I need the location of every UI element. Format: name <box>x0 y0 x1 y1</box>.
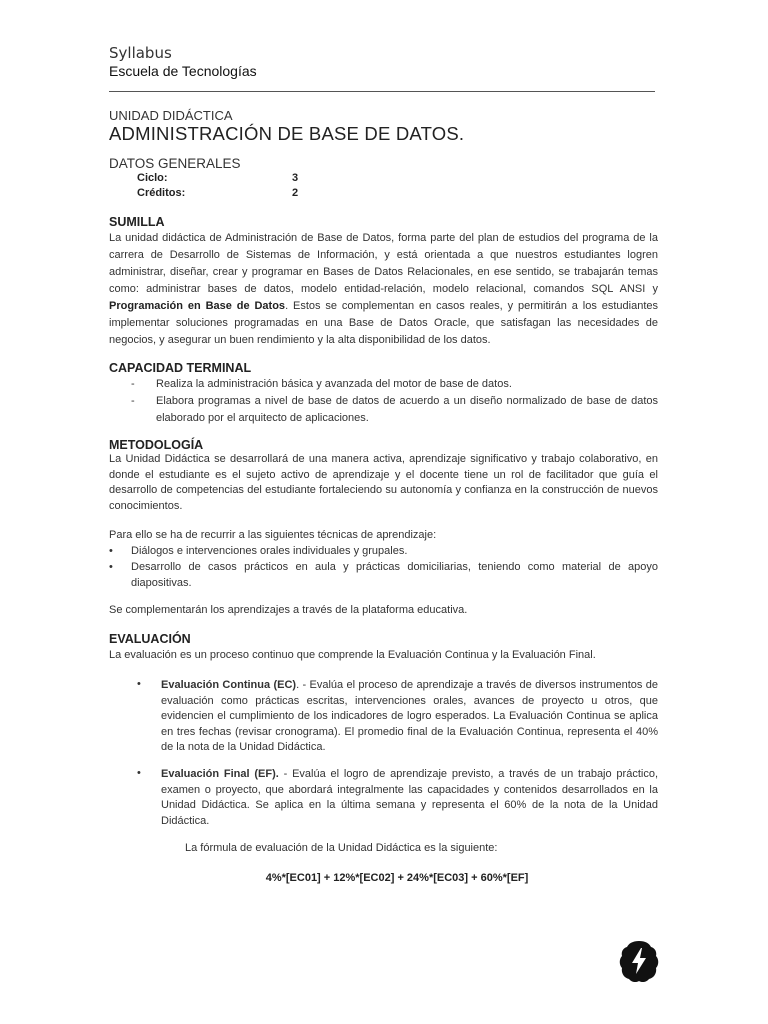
sumilla-paragraph: La unidad didáctica de Administración de Base de Datos, forma parte del plan de estudios del programa de la carrera de Desarrollo de Sistemas de Información, y está orientada a que nuestros estudiantes logren administrar, diseñar, crear y programar en Bases de Datos Relacionales, en ese sentido, se trabajarán temas como: administrar bases de datos, modelo entidad-relación, modelo relacional, comandos SQL ANSI y Programación en Base de Datos. Estos se complementan en casos reales, y permitirán a los estudiantes implementar soluciones programadas en una Base de Datos Oracle, que satisfagan las necesidades de negocios, y asegurar un buen rendimiento y la alta disponibilidad de los datos. <box>109 232 658 346</box>
header-school: Escuela de Tecnologías <box>109 63 257 79</box>
evaluation-heading: EVALUACIÓN <box>109 632 191 646</box>
cycle-label: Ciclo: <box>137 172 168 184</box>
unit-title: ADMINISTRACIÓN DE BASE DE DATOS. <box>109 123 465 144</box>
list-item: • Diálogos e intervenciones orales individuales y grupales. <box>109 545 408 557</box>
list-item: - Elabora programas a nivel de base de datos de acuerdo a un diseño normalizado de base de datos elaborado por el arquitecto de aplicaciones. <box>131 395 658 424</box>
sumilla-bold-term: Programación en Base de Datos <box>109 300 286 312</box>
techniques-intro: Para ello se ha de recurrir a las siguientes técnicas de aprendizaje: <box>109 529 437 541</box>
credits-label: Créditos: <box>137 187 186 199</box>
continuous-evaluation-item: Evaluación Continua (EC). - Evalúa el proceso de aprendizaje a través de diversos instrumentos de evaluación como prácticas escritas, intervenciones orales, avances de proyecto u otros, que evidencien el cumplimiento de los indicadores de logro esperados. La Evaluación Continua se aplica en tres fechas (revisar cronograma). El promedio final de la Evaluación Continua, representa el 40% de la nota de la Unidad Didáctica. <box>161 679 658 753</box>
bullet-marker: • <box>137 767 141 779</box>
methodology-heading: METODOLOGÍA <box>109 438 204 452</box>
techniques-list <box>109 543 658 591</box>
header-divider <box>109 91 655 92</box>
capacity-list <box>109 376 658 427</box>
bullet-marker: • <box>137 678 141 690</box>
general-data-title: DATOS GENERALES <box>109 156 241 171</box>
evaluation-intro: La evaluación es un proceso continuo que comprende la Evaluación Continua y la Evaluación Final. <box>109 649 596 661</box>
list-item: - Realiza la administración básica y avanzada del motor de base de datos. <box>131 378 512 390</box>
sumilla-heading: SUMILLA <box>109 215 165 229</box>
credits-value: 2 <box>292 187 299 199</box>
cycle-value: 3 <box>292 172 299 184</box>
brain-lightning-icon <box>619 939 659 983</box>
formula-intro: La fórmula de evaluación de la Unidad Didáctica es la siguiente: <box>185 842 498 854</box>
list-item: • Desarrollo de casos prácticos en aula y prácticas domiciliarias, teniendo como material de apoyo diapositivas. <box>109 561 658 589</box>
header-syllabus: Syllabus <box>109 44 172 62</box>
methodology-paragraph: La Unidad Didáctica se desarrollará de una manera activa, aprendizaje significativo y trabajo colaborativo, en donde el estudiante es el sujeto activo de aprendizaje y el docente tiene un rol de facilitador que guía el desarrollo de competencias del estudiante fortaleciendo su autonomía y confianza en la construcción de nuevos conocimientos. <box>109 453 658 512</box>
capacity-heading: CAPACIDAD TERMINAL <box>109 361 252 375</box>
platform-note: Se complementarán los aprendizajes a través de la plataforma educativa. <box>109 604 468 616</box>
evaluation-formula: 4%*[EC01] + 12%*[EC02] + 24%*[EC03] + 60%*[EF] <box>265 872 529 884</box>
final-evaluation-item: Evaluación Final (EF). - Evalúa el logro de aprendizaje previsto, a través de un trabajo práctico, examen o proyecto, que abordará integralmente las capacidades y contenidos desarrollados en la Unidad Didáctica. Se aplica en la última semana y representa el 60% de la nota de la Unidad Didáctica. <box>161 768 658 827</box>
unit-label: UNIDAD DIDÁCTICA <box>109 108 233 123</box>
